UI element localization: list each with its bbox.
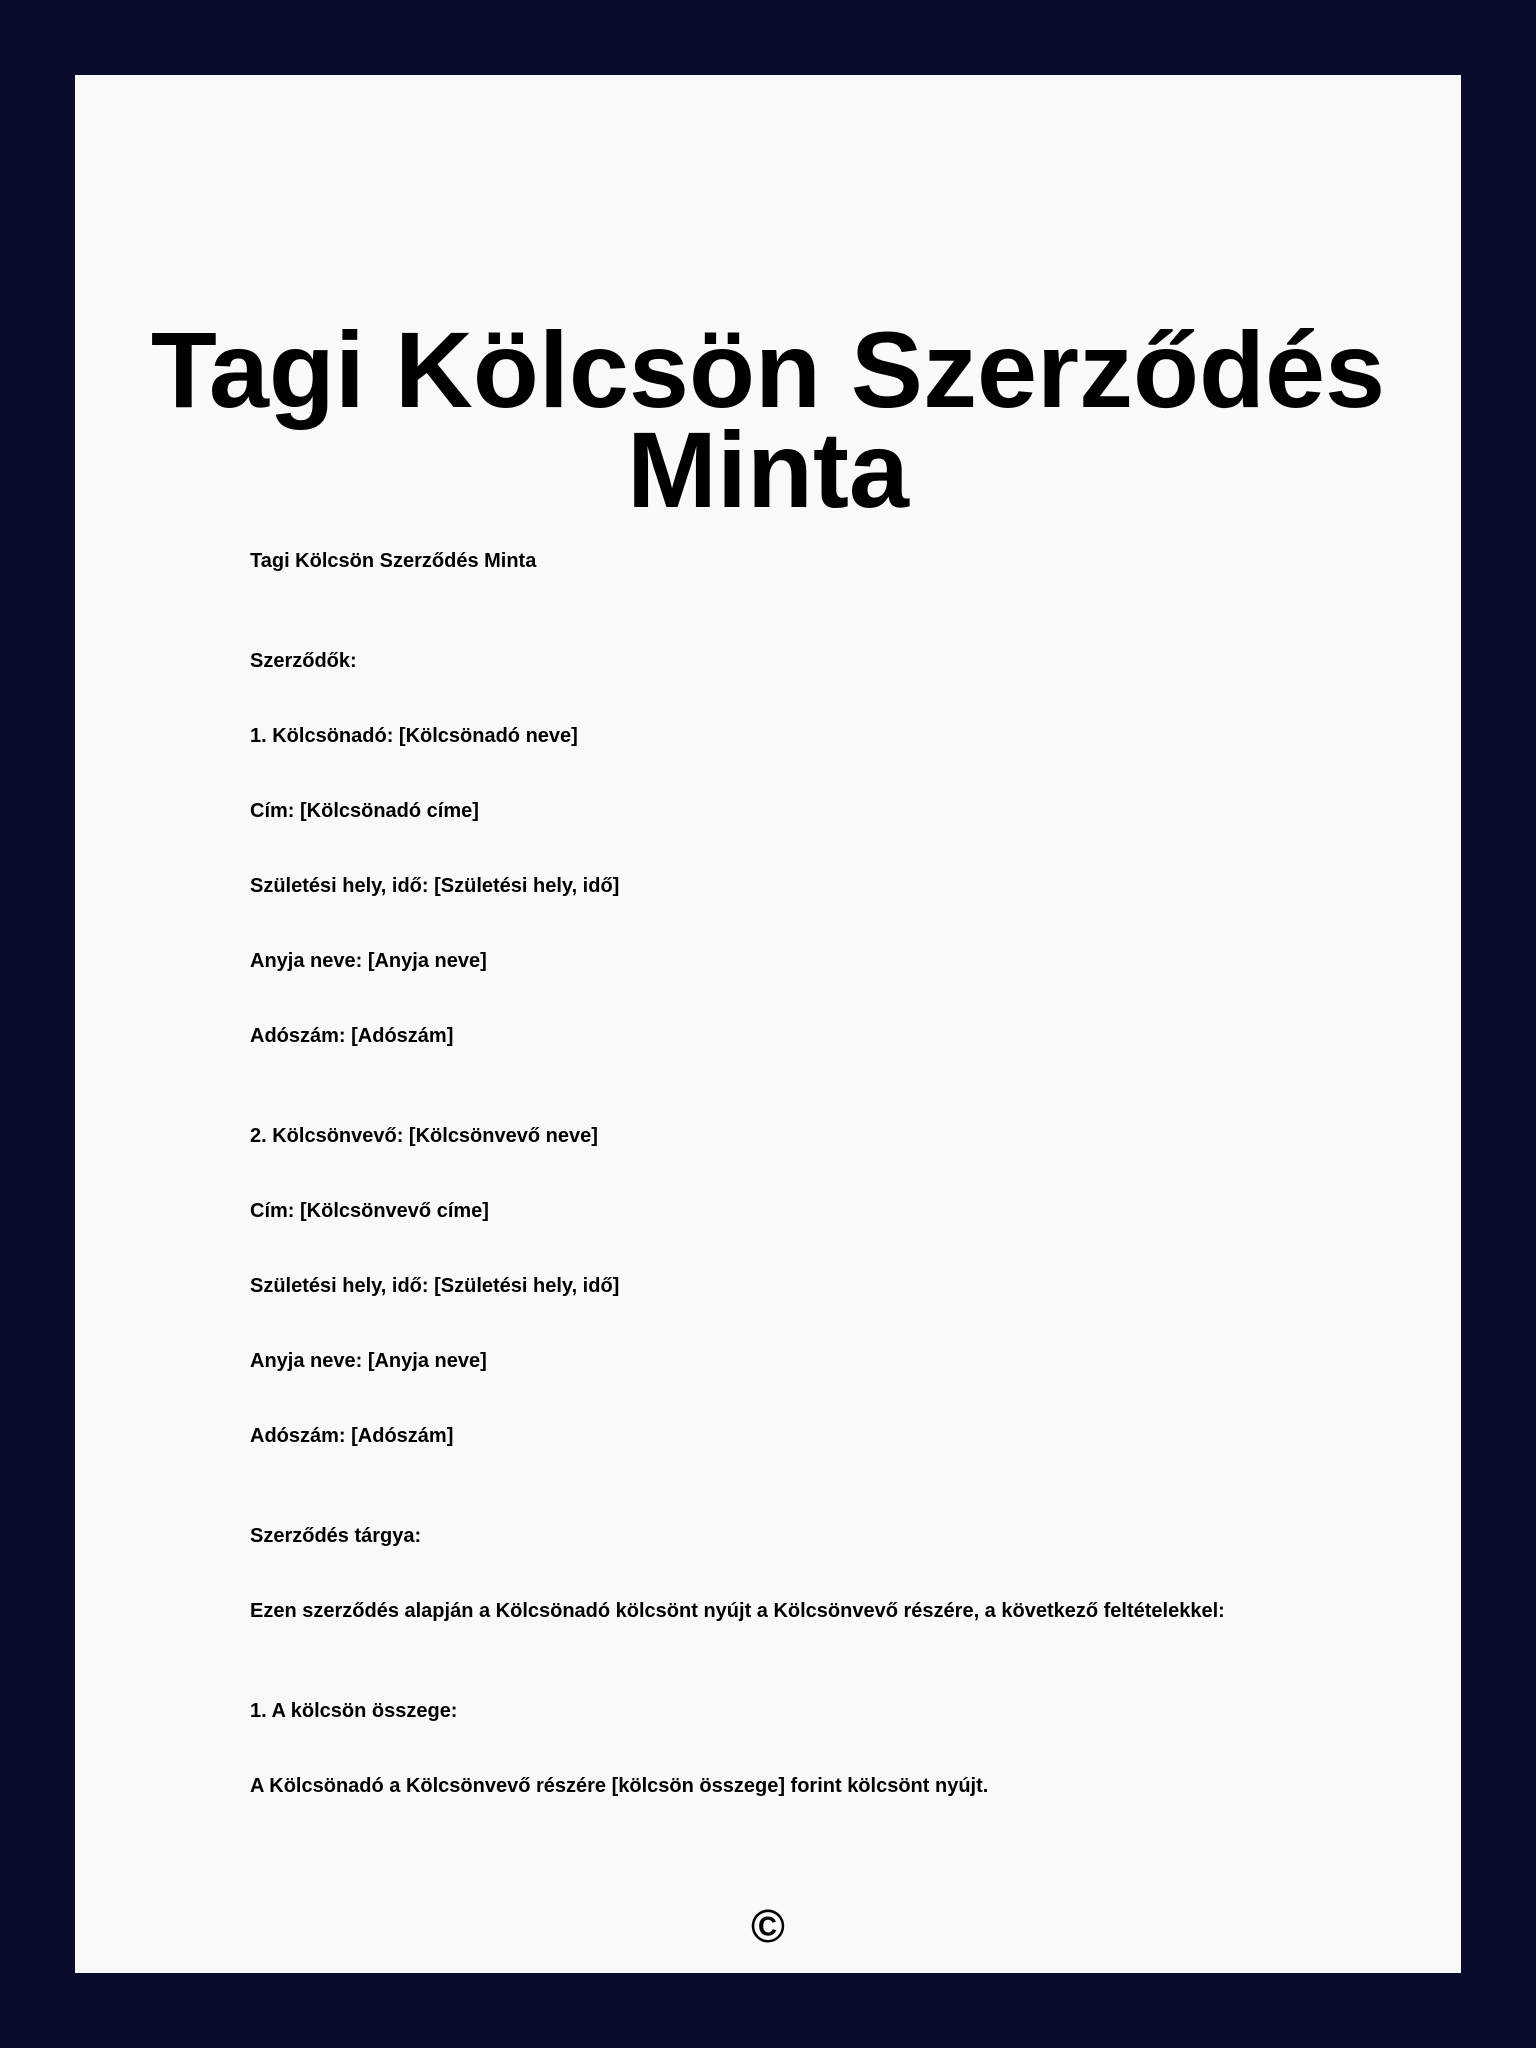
loan-amount-heading: 1. A kölcsön összege: [250, 1700, 458, 1722]
lender-name: 1. Kölcsönadó: [Kölcsönadó neve] [250, 725, 578, 747]
subject-text: Ezen szerződés alapján a Kölcsönadó kölcsönt nyújt a Kölcsönvevő részére, a következő feltételekkel: [250, 1600, 1225, 1622]
lender-address: Cím: [Kölcsönadó címe] [250, 800, 479, 822]
document-subtitle: Tagi Kölcsön Szerződés Minta [250, 550, 537, 572]
copyright-symbol: © [751, 1900, 785, 1952]
lender-tax-number: Adószám: [Adószám] [250, 1025, 454, 1047]
loan-amount-text: A Kölcsönadó a Kölcsönvevő részére [kölcsön összege] forint kölcsönt nyújt. [250, 1775, 989, 1797]
subject-heading: Szerződés tárgya: [250, 1525, 422, 1547]
lender-mother-name: Anyja neve: [Anyja neve] [250, 950, 487, 972]
parties-heading: Szerződők: [250, 650, 357, 672]
borrower-mother-name: Anyja neve: [Anyja neve] [250, 1350, 487, 1372]
document-title: Tagi Kölcsön Szerződés Minta [150, 309, 1386, 530]
document-page [75, 75, 1461, 1973]
borrower-birth: Születési hely, idő: [Születési hely, idő] [250, 1275, 620, 1297]
borrower-name: 2. Kölcsönvevő: [Kölcsönvevő neve] [250, 1125, 598, 1147]
borrower-address: Cím: [Kölcsönvevő címe] [250, 1200, 489, 1222]
borrower-tax-number: Adószám: [Adószám] [250, 1425, 454, 1447]
lender-birth: Születési hely, idő: [Születési hely, idő] [250, 875, 620, 897]
